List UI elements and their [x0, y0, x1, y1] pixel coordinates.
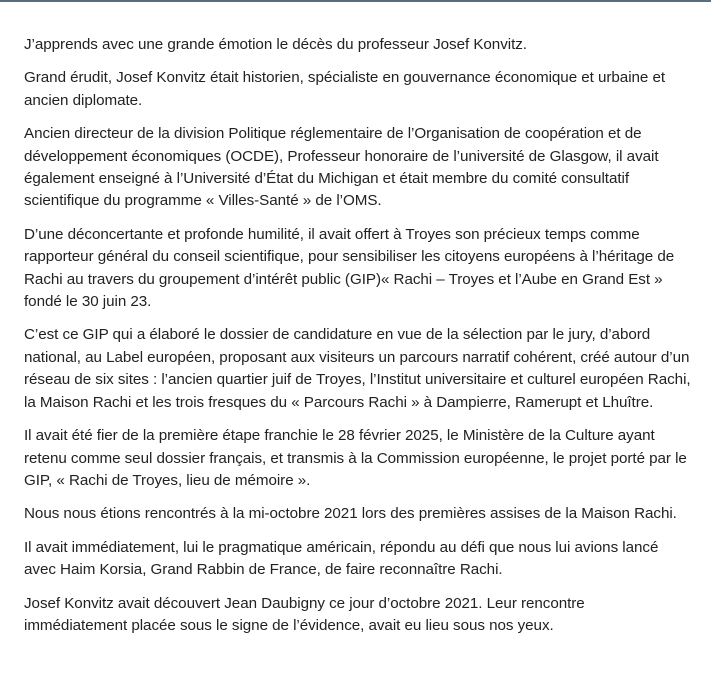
paragraph-8: Il avait immédiatement, lui le pragmatique américain, répondu au défi que nous lui avions lancé avec Haim Korsia, Grand Rabbin de France, de faire reconnaître Rachi.	[24, 538, 659, 579]
paragraph-6: Il avait été fier de la première étape franchie le 28 février 2025, le Ministère de la Culture ayant retenu comme seul dossier français, et transmis à la Commission européenne, le projet porté par le GIP, « Rachi de Troyes, lieu de mémoire ».	[24, 427, 687, 489]
paragraph-1: J’apprends avec une grande émotion le décès du professeur Josef Konvitz.	[24, 36, 527, 53]
paragraph-5: C’est ce GIP qui a élaboré le dossier de candidature en vue de la sélection par le jury, d’abord national, au Label européen, proposant aux visiteurs un parcours narratif cohérent, créé autour d’un réseau de six sites : l’ancien quartier juif de Troyes, l’Institut universitaire et culturel européen Rachi, la Maison Rachi et les trois fresques du « Parcours Rachi » à Dampierre, Ramerupt et Lhuître.	[24, 326, 691, 411]
paragraph-9: Josef Konvitz avait découvert Jean Daubigny ce jour d’octobre 2021. Leur rencontre immédiatement placée sous le signe de l’évidence, avait eu lieu sous nos yeux.	[24, 594, 585, 634]
article-body	[24, 34, 692, 648]
paragraph-2: Grand érudit, Josef Konvitz était historien, spécialiste en gouvernance économique et urbaine et ancien diplomate.	[24, 69, 666, 109]
paragraph-3: Ancien directeur de la division Politique réglementaire de l’Organisation de coopération et de développement économiques (OCDE), Professeur honoraire de l’université de Glasgow, il avait également enseigné à l’Université d’État du Michigan et était membre du comité consultatif scientifique du programme « Villes-Santé » de l’OMS.	[24, 125, 659, 210]
paragraph-7: Nous nous étions rencontrés à la mi-octobre 2021 lors des premières assises de la Maison Rachi.	[24, 505, 677, 523]
paragraph-4: D’une déconcertante et profonde humilité, il avait offert à Troyes son précieux temps comme rapporteur général du conseil scientifique, pour sensibiliser les citoyens européens à l’héritage de Rachi au travers du groupement d’intérêt public (GIP)« Rachi – Troyes et l’Aube en Grand Est » fondé le 30 juin 23.	[24, 225, 675, 311]
top-divider	[0, 0, 711, 2]
